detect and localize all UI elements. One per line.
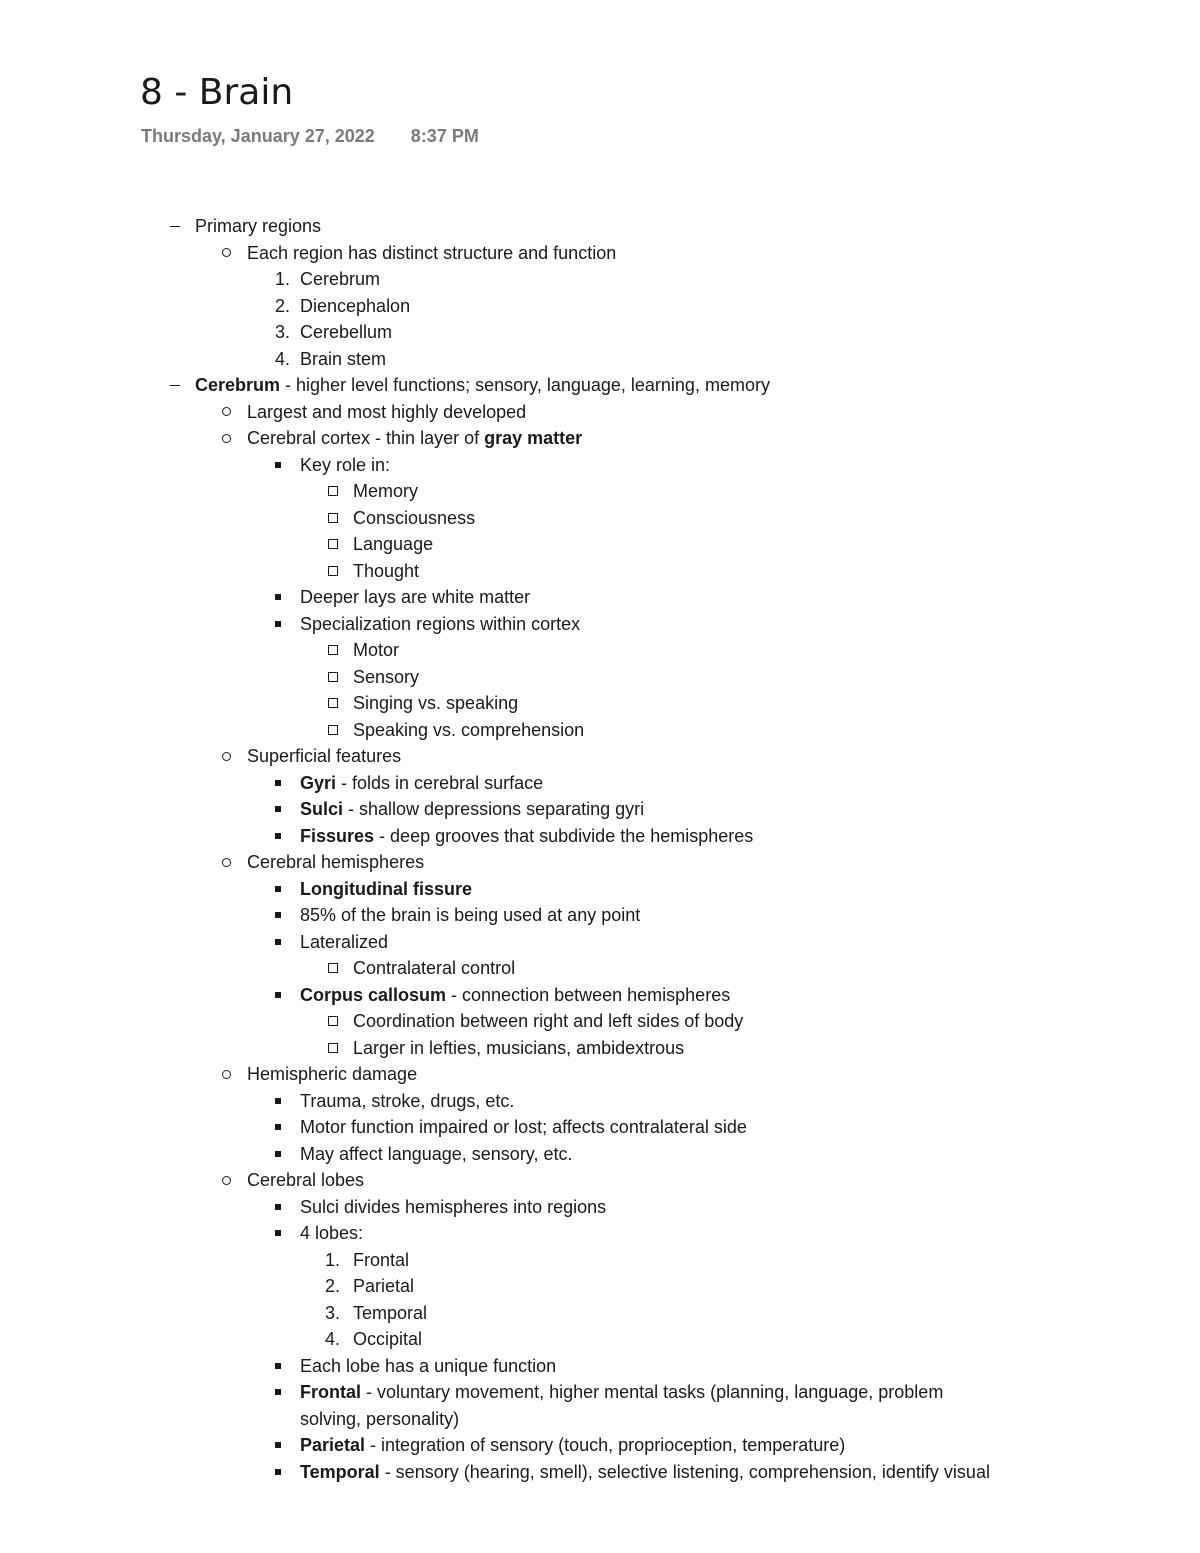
list-number: 2. — [325, 1276, 341, 1296]
text-run: Diencephalon — [300, 295, 411, 316]
circle-bullet-icon — [222, 425, 231, 452]
outline-text — [353, 690, 518, 717]
outline-text — [300, 266, 380, 293]
text-run: - higher level functions; sensory, language, learning, memory — [280, 375, 770, 395]
outline-text — [195, 213, 321, 240]
text-run: Cerebellum — [300, 322, 393, 342]
outline-text — [247, 1061, 417, 1088]
text-run: - shallow depressions separating gyri — [343, 799, 645, 819]
outline-item — [0, 346, 1200, 373]
outline-item — [0, 823, 1200, 850]
square-bullet-icon — [275, 1353, 281, 1380]
text-run: Sensory — [353, 666, 420, 687]
list-number: 4. — [275, 348, 291, 369]
text-run: May affect language, sensory, etc. — [300, 1143, 573, 1164]
outline-item — [0, 796, 1200, 823]
text-run: Cerebral lobes — [247, 1170, 365, 1190]
list-number: 3. — [325, 1302, 341, 1323]
text-run: Brain stem — [300, 348, 387, 369]
outline-text — [300, 823, 753, 850]
outline-text — [353, 717, 584, 744]
square-bullet-icon — [275, 1459, 281, 1486]
outline-text — [300, 1353, 556, 1380]
text-run: Singing vs. speaking — [353, 693, 519, 713]
outline-text — [353, 531, 433, 558]
note-date: Thursday, January 27, 2022 — [141, 126, 375, 146]
hollow-square-bullet-icon — [328, 955, 338, 982]
outline-item — [0, 1247, 1200, 1274]
outline-item — [0, 505, 1200, 532]
outline-item — [0, 1406, 1200, 1433]
square-bullet-icon — [275, 611, 281, 638]
outline-text — [300, 902, 640, 929]
text-run: solving, personality) — [300, 1408, 460, 1429]
outline-text — [247, 1167, 364, 1194]
text-run: Occipital — [353, 1329, 423, 1349]
outline-text — [300, 584, 530, 611]
text-run: Motor function impaired or lost; affects contralateral side — [300, 1117, 747, 1137]
outline-text — [300, 796, 644, 823]
square-bullet-icon — [275, 1114, 281, 1141]
outline-item — [0, 240, 1200, 267]
hollow-square-bullet-icon — [328, 558, 338, 585]
outline-item — [0, 558, 1200, 585]
hollow-square-bullet-icon — [328, 531, 338, 558]
outline-text — [300, 1406, 459, 1433]
text-run: Key role in: — [300, 454, 391, 475]
text-run: Cerebral cortex - thin layer of — [247, 428, 485, 448]
dash-bullet-icon — [170, 213, 180, 240]
outline-text — [247, 399, 526, 426]
text-run: Cerebrum — [300, 269, 381, 289]
outline-text — [353, 664, 419, 691]
outline-item — [0, 1141, 1200, 1168]
outline-item — [0, 1459, 1200, 1486]
outline-text — [247, 849, 424, 876]
outline-text — [353, 1273, 414, 1300]
outline-text — [353, 558, 419, 585]
outline-item — [0, 611, 1200, 638]
list-number: 1. — [275, 269, 291, 289]
outline-text — [300, 770, 543, 797]
outline-item — [0, 478, 1200, 505]
hollow-square-bullet-icon — [328, 1035, 338, 1062]
text-run: Parietal — [353, 1276, 415, 1296]
hollow-square-bullet-icon — [328, 637, 338, 664]
outline-item — [0, 743, 1200, 770]
square-bullet-icon — [275, 1088, 281, 1115]
outline-item — [0, 425, 1200, 452]
outline-item — [0, 1088, 1200, 1115]
outline-item — [0, 717, 1200, 744]
bold-term: Cerebrum — [195, 375, 281, 395]
text-run: Language — [353, 534, 434, 554]
outline-text — [353, 1326, 422, 1353]
square-bullet-icon — [275, 902, 281, 929]
outline-text — [300, 293, 410, 320]
text-run: Temporal — [353, 1302, 428, 1323]
square-bullet-icon — [275, 1379, 281, 1406]
outline-text — [300, 1141, 573, 1168]
outline-text — [300, 982, 730, 1009]
outline-text — [300, 452, 390, 479]
outline-item — [0, 1008, 1200, 1035]
text-run: Contralateral control — [353, 958, 516, 978]
circle-bullet-icon — [222, 1167, 231, 1194]
text-run: Consciousness — [353, 507, 476, 528]
outline-item — [0, 1379, 1200, 1406]
outline-item — [0, 1353, 1200, 1380]
bold-term: Longitudinal fissure — [300, 878, 473, 899]
outline-item — [0, 664, 1200, 691]
note-time: 8:37 PM — [410, 126, 479, 146]
bold-term: Gyri — [300, 772, 337, 793]
circle-bullet-icon — [222, 399, 231, 426]
square-bullet-icon — [275, 1432, 281, 1459]
bold-term: Frontal — [300, 1382, 361, 1402]
bold-term: Sulci — [300, 799, 344, 819]
square-bullet-icon — [275, 823, 281, 850]
list-number: 2. — [275, 295, 291, 316]
outline-item — [0, 770, 1200, 797]
outline-text — [300, 1379, 943, 1406]
square-bullet-icon — [275, 876, 281, 903]
page-meta — [141, 126, 479, 147]
outline-text — [300, 1220, 363, 1247]
list-number: 4. — [325, 1329, 341, 1349]
outline-item — [0, 1035, 1200, 1062]
outline-item — [0, 690, 1200, 717]
text-run: - sensory (hearing, smell), selective listening, comprehension, identify visual — [379, 1461, 990, 1482]
hollow-square-bullet-icon — [328, 1008, 338, 1035]
list-number: 3. — [275, 322, 291, 342]
outline-text — [300, 1194, 606, 1221]
text-run: Coordination between right and left sides of body — [353, 1011, 744, 1031]
outline-item — [0, 637, 1200, 664]
text-run: Thought — [353, 560, 420, 581]
bold-term: Parietal — [300, 1435, 366, 1455]
bold-term: Corpus callosum — [300, 984, 447, 1005]
outline-item — [0, 213, 1200, 240]
text-run: - folds in cerebral surface — [336, 772, 544, 793]
outline-text — [300, 611, 580, 638]
outline-text — [300, 1088, 514, 1115]
hollow-square-bullet-icon — [328, 664, 338, 691]
outline-text — [247, 240, 616, 267]
bold-term: gray matter — [484, 428, 583, 448]
outline-item — [0, 1273, 1200, 1300]
text-run: Sulci divides hemispheres into regions — [300, 1196, 607, 1217]
outline-text — [353, 478, 418, 505]
text-run: Specialization regions within cortex — [300, 613, 581, 634]
text-run: Trauma, stroke, drugs, etc. — [300, 1090, 515, 1111]
outline-text — [353, 505, 475, 532]
outline-text — [195, 372, 770, 399]
outline-text — [300, 876, 472, 903]
text-run: Deeper lays are white matter — [300, 587, 531, 607]
list-number: 1. — [325, 1249, 341, 1270]
text-run: Hemispheric damage — [247, 1064, 418, 1084]
outline-item — [0, 1167, 1200, 1194]
outline-text — [300, 1114, 747, 1141]
square-bullet-icon — [275, 1220, 281, 1247]
outline-item — [0, 452, 1200, 479]
text-run: 4 lobes: — [300, 1223, 364, 1243]
outline-item — [0, 929, 1200, 956]
text-run: - integration of sensory (touch, proprioception, temperature) — [365, 1435, 846, 1455]
text-run: Memory — [353, 481, 419, 501]
notes-outline — [0, 213, 1200, 1485]
outline-text — [300, 929, 388, 956]
outline-item — [0, 1432, 1200, 1459]
text-run: Each lobe has a unique function — [300, 1355, 557, 1376]
square-bullet-icon — [275, 770, 281, 797]
outline-text — [353, 1008, 743, 1035]
outline-item — [0, 399, 1200, 426]
outline-item — [0, 1114, 1200, 1141]
dash-bullet-icon — [170, 372, 180, 399]
square-bullet-icon — [275, 452, 281, 479]
outline-item — [0, 1194, 1200, 1221]
text-run: Superficial features — [247, 746, 402, 766]
circle-bullet-icon — [222, 743, 231, 770]
outline-item — [0, 372, 1200, 399]
text-run: Each region has distinct structure and function — [247, 242, 617, 263]
text-run: Largest and most highly developed — [247, 401, 527, 422]
outline-item — [0, 849, 1200, 876]
outline-item — [0, 902, 1200, 929]
circle-bullet-icon — [222, 240, 231, 267]
bold-term: Fissures — [300, 825, 375, 846]
hollow-square-bullet-icon — [328, 478, 338, 505]
outline-item — [0, 1220, 1200, 1247]
outline-text — [300, 319, 392, 346]
outline-text — [247, 743, 401, 770]
square-bullet-icon — [275, 1141, 281, 1168]
outline-text — [300, 346, 386, 373]
outline-item — [0, 319, 1200, 346]
square-bullet-icon — [275, 584, 281, 611]
outline-item — [0, 531, 1200, 558]
text-run: 85% of the brain is being used at any point — [300, 905, 641, 925]
square-bullet-icon — [275, 796, 281, 823]
outline-text — [353, 1300, 427, 1327]
circle-bullet-icon — [222, 1061, 231, 1088]
outline-item — [0, 1300, 1200, 1327]
outline-item — [0, 293, 1200, 320]
text-run: Lateralized — [300, 931, 389, 952]
outline-item — [0, 876, 1200, 903]
text-run: Primary regions — [195, 216, 322, 236]
text-run: - deep grooves that subdivide the hemispheres — [374, 825, 754, 846]
text-run: Speaking vs. comprehension — [353, 719, 585, 740]
hollow-square-bullet-icon — [328, 505, 338, 532]
square-bullet-icon — [275, 982, 281, 1009]
outline-text — [353, 955, 515, 982]
outline-item — [0, 584, 1200, 611]
outline-item — [0, 266, 1200, 293]
outline-item — [0, 1061, 1200, 1088]
outline-text — [300, 1459, 990, 1486]
hollow-square-bullet-icon — [328, 690, 338, 717]
text-run: Cerebral hemispheres — [247, 852, 425, 872]
text-run: - voluntary movement, higher mental tasks (planning, language, problem — [361, 1382, 944, 1402]
outline-item — [0, 982, 1200, 1009]
outline-text — [247, 425, 582, 452]
square-bullet-icon — [275, 929, 281, 956]
text-run: Larger in lefties, musicians, ambidextrous — [353, 1037, 685, 1058]
bold-term: Temporal — [300, 1461, 380, 1482]
outline-text — [353, 637, 399, 664]
outline-text — [300, 1432, 845, 1459]
outline-text — [353, 1247, 409, 1274]
hollow-square-bullet-icon — [328, 717, 338, 744]
square-bullet-icon — [275, 1194, 281, 1221]
text-run: Frontal — [353, 1249, 410, 1270]
outline-text — [353, 1035, 684, 1062]
circle-bullet-icon — [222, 849, 231, 876]
page-title: 8 - Brain — [140, 72, 294, 113]
text-run: - connection between hemispheres — [446, 984, 731, 1005]
text-run: Motor — [353, 640, 400, 660]
outline-item — [0, 955, 1200, 982]
outline-item — [0, 1326, 1200, 1353]
